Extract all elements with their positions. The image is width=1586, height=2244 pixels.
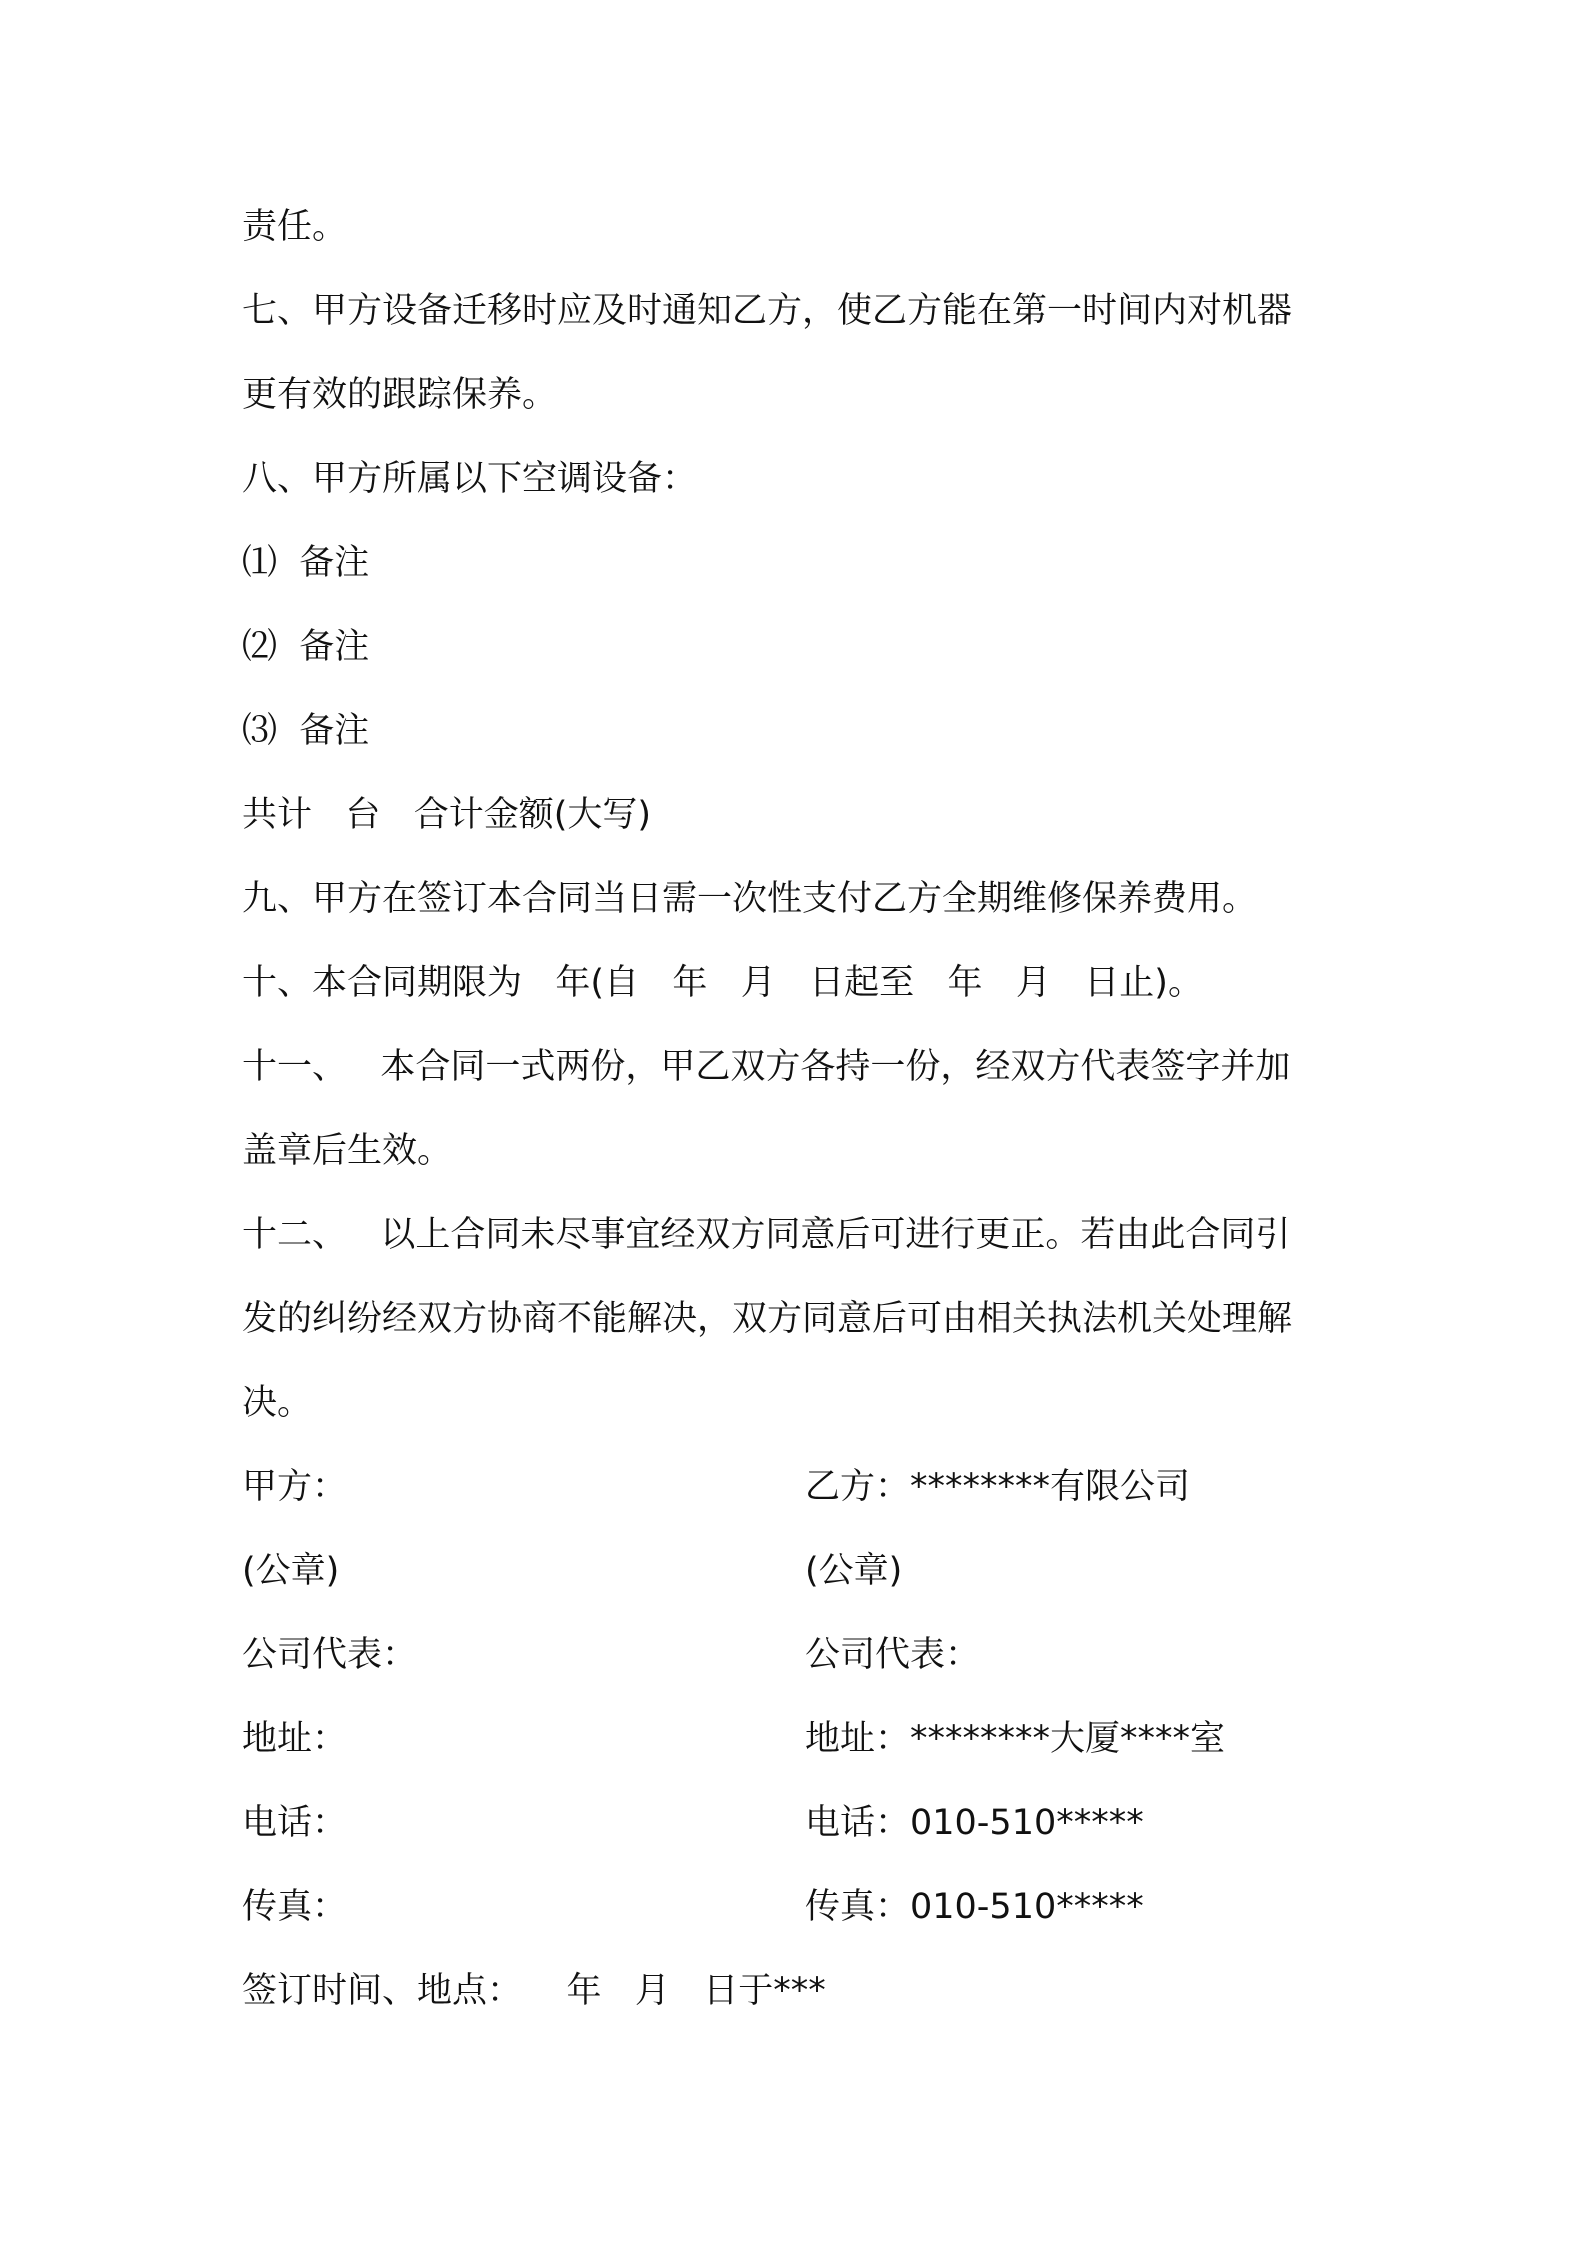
party-b-fax: 传真：010-510*****	[805, 1887, 1144, 1927]
signing-time-place: 签订时间、地点： 年 月 日于***	[242, 1971, 826, 2011]
para-11-line-2: 盖章后生效。	[242, 1131, 453, 1171]
equipment-item-2: ⑵ 备注	[242, 627, 370, 667]
party-b-address: 地址：********大厦****室	[805, 1719, 1226, 1759]
party-a-phone: 电话：	[242, 1803, 348, 1843]
para-9: 九、甲方在签订本合同当日需一次性支付乙方全期维修保养费用。	[242, 879, 1258, 919]
party-a-representative: 公司代表：	[242, 1635, 418, 1675]
party-a-seal: (公章)	[242, 1551, 340, 1591]
para-11-line-1: 十一、 本合同一式两份，甲乙双方各持一份，经双方代表签字并加	[242, 1047, 1291, 1087]
party-b-seal: (公章)	[805, 1551, 903, 1591]
para-8-heading: 八、甲方所属以下空调设备：	[242, 459, 698, 499]
total-line: 共计 台 合计金额(大写)	[242, 795, 652, 835]
para-12-line-3: 决。	[242, 1383, 313, 1423]
party-a-label: 甲方：	[242, 1467, 348, 1507]
party-b-phone: 电话：010-510*****	[805, 1803, 1144, 1843]
para-10: 十、本合同期限为 年(自 年 月 日起至 年 月 日止)。	[242, 963, 1203, 1003]
equipment-item-1: ⑴ 备注	[242, 543, 370, 583]
party-b-label: 乙方：********有限公司	[805, 1467, 1191, 1507]
party-a-address: 地址：	[242, 1719, 348, 1759]
para-7-line-2: 更有效的跟踪保养。	[242, 375, 558, 415]
para-7-line-1: 七、甲方设备迁移时应及时通知乙方，使乙方能在第一时间内对机器	[242, 291, 1293, 331]
party-a-fax: 传真：	[242, 1887, 348, 1927]
para-6-tail: 责任。	[242, 207, 348, 247]
party-b-representative: 公司代表：	[805, 1635, 981, 1675]
para-12-line-2: 发的纠纷经双方协商不能解决，双方同意后可由相关执法机关处理解	[242, 1299, 1293, 1339]
para-12-line-1: 十二、 以上合同未尽事宜经双方同意后可进行更正。若由此合同引	[242, 1215, 1291, 1255]
equipment-item-3: ⑶ 备注	[242, 711, 370, 751]
